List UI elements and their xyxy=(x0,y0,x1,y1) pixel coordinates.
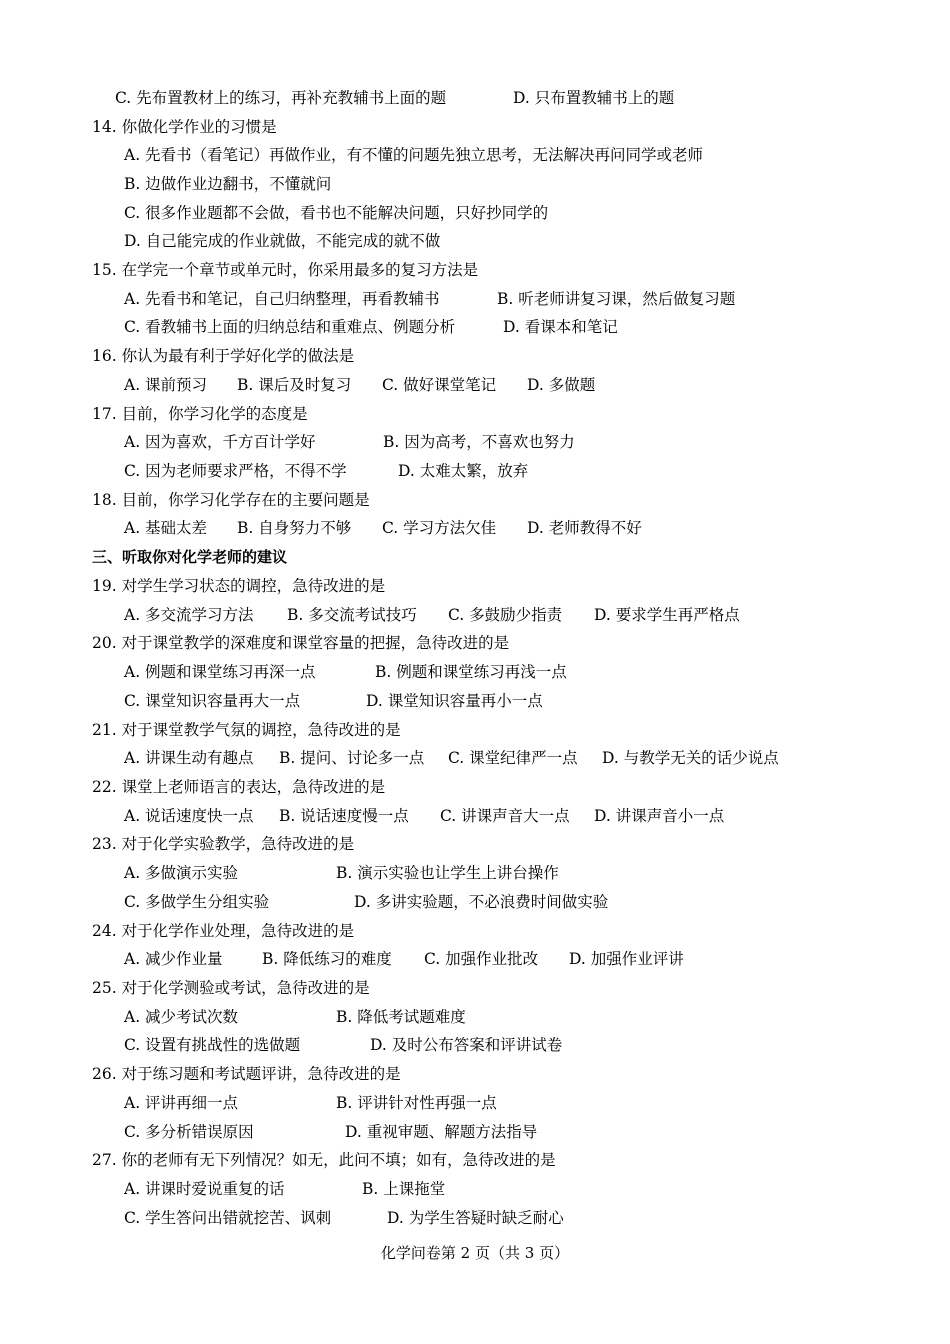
option-c: C. 设置有挑战性的选做题 xyxy=(124,1036,301,1054)
option-a: A. 例题和课堂练习再深一点 xyxy=(124,663,316,681)
option-b: B. 自身努力不够 xyxy=(237,519,352,537)
option-c: C. 多鼓励少指责 xyxy=(448,606,563,624)
option-b: B. 课后及时复习 xyxy=(237,376,352,394)
question-14-stem: 14. 你做化学作业的习惯是 xyxy=(92,118,277,136)
question-18-stem: 18. 目前，你学习化学存在的主要问题是 xyxy=(92,491,370,509)
option-c: C. 先布置教材上的练习，再补充教辅书上面的题 xyxy=(115,89,447,107)
question-19-stem: 19. 对学生学习状态的调控，急待改进的是 xyxy=(92,577,386,595)
option-c: C. 课堂知识容量再大一点 xyxy=(124,692,301,710)
option-c: C. 讲课声音大一点 xyxy=(440,807,570,825)
option-a: A. 课前预习 xyxy=(124,376,208,394)
option-a: A. 基础太差 xyxy=(124,519,208,537)
option-b: B. 说话速度慢一点 xyxy=(279,807,409,825)
option-c: C. 多分析错误原因 xyxy=(124,1123,254,1141)
option-b: B. 上课拖堂 xyxy=(362,1180,446,1198)
option-d: D. 与教学无关的话少说点 xyxy=(602,749,779,767)
option-a: A. 讲课时爱说重复的话 xyxy=(124,1180,285,1198)
question-21-stem: 21. 对于课堂教学气氛的调控，急待改进的是 xyxy=(92,721,401,739)
option-d: D. 多讲实验题，不必浪费时间做实验 xyxy=(354,893,609,911)
option-a: A. 说话速度快一点 xyxy=(124,807,254,825)
option-b: B. 听老师讲复习课，然后做复习题 xyxy=(497,290,736,308)
question-23-stem: 23. 对于化学实验教学，急待改进的是 xyxy=(92,835,355,853)
option-d: D. 太难太繁，放弃 xyxy=(398,462,529,480)
option-c: C. 多做学生分组实验 xyxy=(124,893,270,911)
question-14-option-c: C. 很多作业题都不会做，看书也不能解决问题，只好抄同学的 xyxy=(124,204,549,222)
question-25-stem: 25. 对于化学测验或考试，急待改进的是 xyxy=(92,979,370,997)
question-14-option-b: B. 边做作业边翻书，不懂就问 xyxy=(124,175,332,193)
question-26-stem: 26. 对于练习题和考试题评讲，急待改进的是 xyxy=(92,1065,401,1083)
option-a: A. 多交流学习方法 xyxy=(124,606,254,624)
option-d: D. 只布置教辅书上的题 xyxy=(513,89,675,107)
option-d: D. 要求学生再严格点 xyxy=(594,606,740,624)
option-c: C. 学习方法欠佳 xyxy=(382,519,497,537)
section-heading: 三、听取你对化学老师的建议 xyxy=(92,548,288,566)
option-a: A. 多做演示实验 xyxy=(124,864,239,882)
option-c: C. 做好课堂笔记 xyxy=(382,376,497,394)
option-a: A. 减少作业量 xyxy=(124,950,223,968)
option-b: B. 例题和课堂练习再浅一点 xyxy=(375,663,567,681)
option-c: C. 学生答问出错就挖苦、讽刺 xyxy=(124,1209,332,1227)
option-c: C. 加强作业批改 xyxy=(424,950,539,968)
option-d: D. 讲课声音小一点 xyxy=(594,807,725,825)
option-c: C. 看教辅书上面的归纳总结和重难点、例题分析 xyxy=(124,318,456,336)
question-27-stem: 27. 你的老师有无下列情况？如无，此问不填；如有，急待改进的是 xyxy=(92,1151,556,1169)
option-d: D. 为学生答疑时缺乏耐心 xyxy=(387,1209,564,1227)
option-a: A. 讲课生动有趣点 xyxy=(124,749,254,767)
question-20-stem: 20. 对于课堂教学的深难度和课堂容量的把握，急待改进的是 xyxy=(92,634,510,652)
question-22-stem: 22. 课堂上老师语言的表达，急待改进的是 xyxy=(92,778,386,796)
question-14-option-d: D. 自己能完成的作业就做，不能完成的就不做 xyxy=(124,232,441,250)
question-16-stem: 16. 你认为最有利于学好化学的做法是 xyxy=(92,347,355,365)
option-d: D. 重视审题、解题方法指导 xyxy=(345,1123,538,1141)
option-c: C. 因为老师要求严格，不得不学 xyxy=(124,462,347,480)
question-14-option-a: A. 先看书（看笔记）再做作业，有不懂的问题先独立思考，无法解决再问同学或老师 xyxy=(124,146,704,164)
option-a: A. 先看书和笔记，自己归纳整理，再看教辅书 xyxy=(124,290,440,308)
option-b: B. 多交流考试技巧 xyxy=(287,606,417,624)
option-d: D. 多做题 xyxy=(527,376,596,394)
option-b: B. 演示实验也让学生上讲台操作 xyxy=(336,864,559,882)
option-a: A. 评讲再细一点 xyxy=(124,1094,239,1112)
question-15-stem: 15. 在学完一个章节或单元时，你采用最多的复习方法是 xyxy=(92,261,479,279)
option-d: D. 及时公布答案和评讲试卷 xyxy=(370,1036,563,1054)
option-b: B. 评讲针对性再强一点 xyxy=(336,1094,497,1112)
option-d: D. 课堂知识容量再小一点 xyxy=(366,692,543,710)
page-footer: 化学问卷第 2 页（共 3 页） xyxy=(380,1244,570,1262)
option-d: D. 看课本和笔记 xyxy=(503,318,618,336)
option-d: D. 加强作业评讲 xyxy=(569,950,684,968)
question-24-stem: 24. 对于化学作业处理，急待改进的是 xyxy=(92,922,355,940)
option-a: A. 减少考试次数 xyxy=(124,1008,239,1026)
option-b: B. 因为高考，不喜欢也努力 xyxy=(383,433,575,451)
question-17-stem: 17. 目前，你学习化学的态度是 xyxy=(92,405,308,423)
option-d: D. 老师教得不好 xyxy=(527,519,642,537)
option-b: B. 降低练习的难度 xyxy=(262,950,392,968)
option-b: B. 降低考试题难度 xyxy=(336,1008,466,1026)
option-b: B. 提问、讨论多一点 xyxy=(279,749,425,767)
option-c: C. 课堂纪律严一点 xyxy=(448,749,578,767)
option-a: A. 因为喜欢，千方百计学好 xyxy=(124,433,316,451)
